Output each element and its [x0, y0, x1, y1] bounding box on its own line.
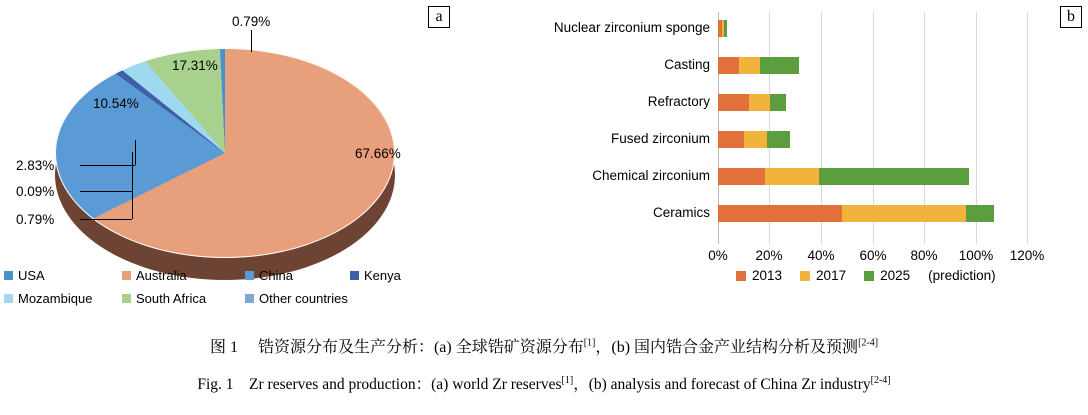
bar-legend-item-2013: [736, 268, 782, 283]
pie-legend-item-kenya: [350, 268, 401, 283]
bar-segment-2013: [718, 205, 842, 222]
legend-swatch-icon: [350, 271, 359, 280]
bar-segment-2025: [966, 205, 994, 222]
legend-swatch-icon: [122, 271, 131, 280]
caption-cn-ref2: [2-4]: [858, 337, 879, 349]
caption-chinese: [0, 334, 1088, 357]
bar-segment-2017: [749, 94, 770, 111]
legend-swatch-icon: [736, 271, 746, 281]
leader-line-usa-v: [251, 30, 252, 52]
pie-label-mozambique: 2.83%: [16, 158, 55, 173]
bar-legend-note: (prediction): [928, 268, 996, 283]
bar-segment-2017: [765, 168, 819, 185]
x-tick-label: 60%: [859, 248, 887, 263]
caption-en-ref2: [2-4]: [870, 374, 891, 386]
pie-legend-item-south-africa: [122, 291, 245, 306]
leader-line-kenya-v: [132, 158, 133, 219]
bar-legend-label: 2025: [880, 268, 911, 283]
caption-en-mid: ，(b) analysis and forecast of China Zr industry: [573, 376, 871, 393]
bar-legend: [736, 268, 996, 283]
pie-legend-label: USA: [18, 268, 45, 283]
x-tick-label: 100%: [958, 248, 994, 263]
pie-label-kenya: 0.79%: [16, 212, 55, 227]
x-tick-label: 20%: [755, 248, 783, 263]
bar-legend-item-2017: [800, 268, 846, 283]
x-tick-label: 80%: [910, 248, 938, 263]
bar-legend-item-2025: [864, 268, 910, 283]
pie-legend-item-china: [245, 268, 350, 283]
bar-legend-label: 2017: [816, 268, 847, 283]
pie-legend-label: South Africa: [136, 291, 207, 306]
bar-row-casting: [664, 57, 1028, 74]
x-tick-label: 0%: [708, 248, 728, 263]
bar-segment-2025: [770, 94, 786, 111]
bar-segment-2013: [718, 94, 749, 111]
pie-legend-item-mozambique: [4, 291, 122, 306]
caption-cn-text: 锆资源分布及生产分析：(a) 全球锆矿资源分布: [257, 339, 584, 356]
leader-line-mozambique: [80, 165, 135, 166]
caption-cn-ref1: [1]: [583, 337, 596, 349]
leader-line-mozambique-v: [135, 140, 136, 165]
bar-row-refractory: [647, 94, 1028, 111]
caption-cn-prefix: 图 1: [209, 339, 238, 356]
bar-category-label: Chemical zirconium: [592, 168, 710, 183]
bar-plot-area: [553, 12, 1045, 263]
pie-slices: [55, 48, 395, 258]
bar-segment-2025: [819, 168, 969, 185]
bar-segment-2013: [718, 57, 739, 74]
bar-segment-2013: [718, 168, 765, 185]
legend-swatch-icon: [800, 271, 810, 281]
pie-label-other: 0.09%: [16, 184, 55, 199]
pie-label-usa: 0.79%: [232, 14, 271, 29]
bar-segment-2017: [739, 57, 760, 74]
legend-swatch-icon: [4, 294, 13, 303]
pie-chart-panel: [0, 0, 470, 330]
pie-label-china: 17.31%: [172, 58, 218, 73]
bar-segment-2025: [724, 20, 727, 37]
legend-swatch-icon: [245, 271, 254, 280]
pie-legend-item-australia: [122, 268, 245, 283]
bar-category-label: Ceramics: [652, 205, 710, 220]
pie-legend-label: China: [259, 268, 293, 283]
bar-category-label: Nuclear zirconium sponge: [553, 20, 710, 35]
leader-line-other: [80, 191, 132, 192]
bar-row-ceramics: [652, 205, 1028, 222]
pie-label-australia: 67.66%: [355, 146, 401, 161]
legend-swatch-icon: [122, 294, 131, 303]
caption-english: [0, 372, 1088, 394]
pie-legend-label: Australia: [136, 268, 187, 283]
legend-swatch-icon: [864, 271, 874, 281]
leader-line-kenya: [80, 219, 132, 220]
pie-legend-label: Other countries: [259, 291, 348, 306]
legend-swatch-icon: [4, 271, 13, 280]
bar-row-chemical-zirconium: [592, 168, 1028, 185]
caption-en-ref1: [1]: [561, 374, 574, 386]
x-tick-label: 120%: [1009, 248, 1045, 263]
panel-tag-b: b: [1060, 6, 1082, 28]
bar-row-nuclear-zirconium-sponge: [553, 20, 1028, 37]
pie-legend-row-1: [4, 268, 464, 283]
pie-legend: [4, 268, 464, 314]
pie-legend-label: Mozambique: [18, 291, 93, 306]
pie-legend-label: Kenya: [364, 268, 401, 283]
caption-cn-mid: ，(b) 国内锆合金产业结构分析及预测: [595, 339, 859, 356]
bar-segment-2025: [760, 57, 799, 74]
bar-segment-2025: [767, 131, 790, 148]
bar-category-label: Casting: [664, 57, 710, 72]
bar-segment-2017: [744, 131, 767, 148]
caption-en-prefix: Fig. 1: [197, 376, 234, 393]
pie-label-south-africa: 10.54%: [93, 96, 139, 111]
pie-legend-row-2: [4, 291, 464, 306]
caption-en-text: Zr reserves and production：(a) world Zr reserves: [249, 376, 562, 393]
bar-row-fused-zirconium: [610, 131, 1028, 148]
bar-legend-label: 2013: [752, 268, 783, 283]
pie-legend-item-other: [245, 291, 348, 306]
bar-category-label: Fused zirconium: [610, 131, 710, 146]
pie-legend-item-usa: [4, 268, 122, 283]
bar-segment-2013: [718, 131, 744, 148]
bar-category-label: Refractory: [647, 94, 710, 109]
pie-slice-separators: [55, 48, 395, 258]
bar-segment-2017: [842, 205, 966, 222]
x-tick-label: 40%: [807, 248, 835, 263]
panel-tag-a: a: [428, 6, 450, 28]
legend-swatch-icon: [245, 294, 254, 303]
bar-chart-panel: [500, 0, 1088, 330]
